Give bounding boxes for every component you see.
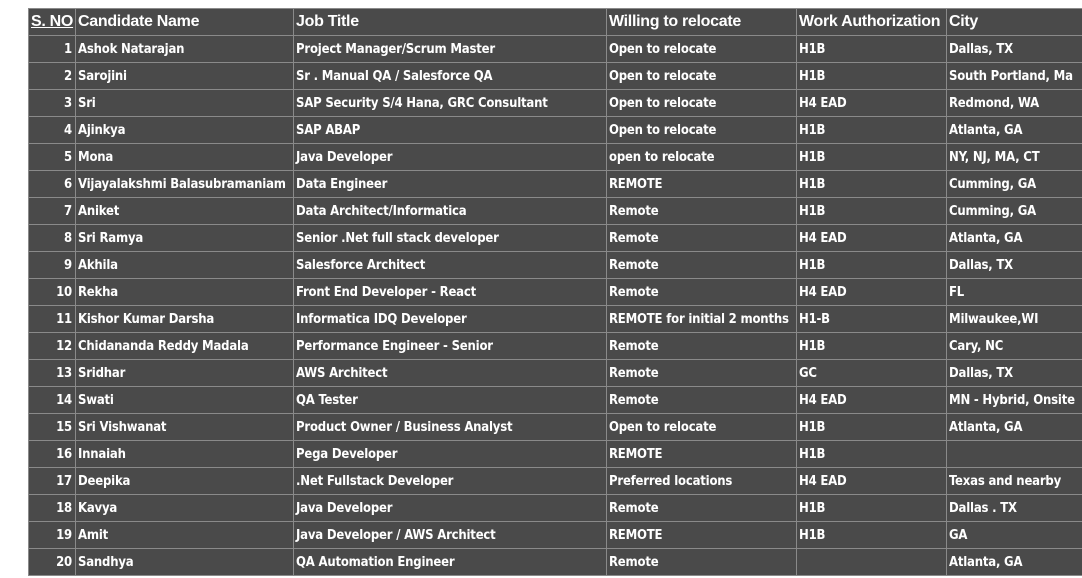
- cell-candidate-name[interactable]: Aniket: [76, 198, 294, 225]
- cell-sno[interactable]: 2: [29, 63, 76, 90]
- cell-job-title[interactable]: Project Manager/Scrum Master: [294, 36, 607, 63]
- table-row: [29, 414, 1082, 441]
- cell-willing-to-relocate[interactable]: Remote: [607, 279, 797, 306]
- cell-sno[interactable]: 9: [29, 252, 76, 279]
- cell-work-authorization[interactable]: H1B: [797, 144, 947, 171]
- table-row: [29, 198, 1082, 225]
- header-sno[interactable]: S. NO: [29, 9, 76, 36]
- table-row: [29, 468, 1082, 495]
- cell-sno[interactable]: 17: [29, 468, 76, 495]
- table-row: [29, 117, 1082, 144]
- table-row: [29, 90, 1082, 117]
- cell-job-title[interactable]: QA Automation Engineer: [294, 549, 607, 576]
- cell-sno[interactable]: 14: [29, 387, 76, 414]
- cell-willing-to-relocate[interactable]: Open to relocate: [607, 414, 797, 441]
- cell-candidate-name[interactable]: Sri Vishwanat: [76, 414, 294, 441]
- table-row: [29, 279, 1082, 306]
- cell-willing-to-relocate[interactable]: Open to relocate: [607, 90, 797, 117]
- cell-work-authorization[interactable]: H1B: [797, 36, 947, 63]
- cell-sno[interactable]: 19: [29, 522, 76, 549]
- cell-candidate-name[interactable]: Innaiah: [76, 441, 294, 468]
- table-row: [29, 225, 1082, 252]
- cell-willing-to-relocate[interactable]: Open to relocate: [607, 36, 797, 63]
- cell-sno[interactable]: 15: [29, 414, 76, 441]
- cell-willing-to-relocate[interactable]: Remote: [607, 198, 797, 225]
- cell-job-title[interactable]: Performance Engineer - Senior: [294, 333, 607, 360]
- cell-willing-to-relocate[interactable]: Remote: [607, 252, 797, 279]
- spreadsheet: [28, 8, 1082, 578]
- cell-sno[interactable]: 3: [29, 90, 76, 117]
- cell-sno[interactable]: 5: [29, 144, 76, 171]
- cell-city[interactable]: South Portland, Ma: [947, 63, 1082, 90]
- cell-work-authorization[interactable]: [797, 549, 947, 576]
- cell-city[interactable]: Atlanta, GA: [947, 225, 1082, 252]
- cell-job-title[interactable]: SAP Security S/4 Hana, GRC Consultant: [294, 90, 607, 117]
- table-row: [29, 306, 1082, 333]
- cell-willing-to-relocate[interactable]: Open to relocate: [607, 63, 797, 90]
- cell-work-authorization[interactable]: H1B: [797, 441, 947, 468]
- cell-sno[interactable]: 11: [29, 306, 76, 333]
- cell-willing-to-relocate[interactable]: Remote: [607, 225, 797, 252]
- table-body: [29, 36, 1082, 576]
- cell-job-title[interactable]: Java Developer: [294, 495, 607, 522]
- table-row: [29, 144, 1082, 171]
- cell-sno[interactable]: 8: [29, 225, 76, 252]
- header-candidate-name[interactable]: Candidate Name: [76, 9, 294, 36]
- cell-sno[interactable]: 10: [29, 279, 76, 306]
- cell-city[interactable]: Redmond, WA: [947, 90, 1082, 117]
- cell-job-title[interactable]: Salesforce Architect: [294, 252, 607, 279]
- cell-city[interactable]: Dallas, TX: [947, 360, 1082, 387]
- cell-sno[interactable]: 6: [29, 171, 76, 198]
- cell-city[interactable]: Cary, NC: [947, 333, 1082, 360]
- cell-candidate-name[interactable]: Sri Ramya: [76, 225, 294, 252]
- table-row: [29, 549, 1082, 576]
- cell-candidate-name[interactable]: Sandhya: [76, 549, 294, 576]
- cell-willing-to-relocate[interactable]: Remote: [607, 360, 797, 387]
- header-row: [29, 9, 1082, 36]
- cell-candidate-name[interactable]: Akhila: [76, 252, 294, 279]
- cell-city[interactable]: Atlanta, GA: [947, 414, 1082, 441]
- table-row: [29, 387, 1082, 414]
- cell-candidate-name[interactable]: Amit: [76, 522, 294, 549]
- cell-work-authorization[interactable]: H1B: [797, 252, 947, 279]
- cell-job-title[interactable]: Data Engineer: [294, 171, 607, 198]
- cell-sno[interactable]: 18: [29, 495, 76, 522]
- cell-city[interactable]: Cumming, GA: [947, 198, 1082, 225]
- cell-work-authorization[interactable]: H1B: [797, 495, 947, 522]
- cell-city[interactable]: MN - Hybrid, Onsite: [947, 387, 1082, 414]
- cell-willing-to-relocate[interactable]: REMOTE: [607, 522, 797, 549]
- cell-work-authorization[interactable]: GC: [797, 360, 947, 387]
- cell-willing-to-relocate[interactable]: REMOTE: [607, 171, 797, 198]
- cell-work-authorization[interactable]: H4 EAD: [797, 279, 947, 306]
- table-row: [29, 360, 1082, 387]
- cell-work-authorization[interactable]: H1-B: [797, 306, 947, 333]
- header-work-authorization[interactable]: Work Authorization: [797, 9, 947, 36]
- cell-candidate-name[interactable]: Vijayalakshmi Balasubramaniam: [76, 171, 294, 198]
- cell-city[interactable]: Dallas, TX: [947, 36, 1082, 63]
- cell-sno[interactable]: 1: [29, 36, 76, 63]
- cell-candidate-name[interactable]: Chidananda Reddy Madala: [76, 333, 294, 360]
- cell-work-authorization[interactable]: H1B: [797, 117, 947, 144]
- cell-candidate-name[interactable]: Mona: [76, 144, 294, 171]
- cell-job-title[interactable]: SAP ABAP: [294, 117, 607, 144]
- cell-willing-to-relocate[interactable]: Open to relocate: [607, 117, 797, 144]
- cell-willing-to-relocate[interactable]: Remote: [607, 333, 797, 360]
- cell-willing-to-relocate[interactable]: REMOTE for initial 2 months: [607, 306, 797, 333]
- cell-city[interactable]: Texas and nearby: [947, 468, 1082, 495]
- cell-work-authorization[interactable]: H4 EAD: [797, 90, 947, 117]
- cell-candidate-name[interactable]: Kishor Kumar Darsha: [76, 306, 294, 333]
- cell-work-authorization[interactable]: H4 EAD: [797, 468, 947, 495]
- cell-willing-to-relocate[interactable]: Remote: [607, 549, 797, 576]
- cell-job-title[interactable]: .Net Fullstack Developer: [294, 468, 607, 495]
- cell-city[interactable]: [947, 441, 1082, 468]
- cell-sno[interactable]: 13: [29, 360, 76, 387]
- table-row: [29, 63, 1082, 90]
- cell-candidate-name[interactable]: Rekha: [76, 279, 294, 306]
- table-row: [29, 36, 1082, 63]
- cell-sno[interactable]: 16: [29, 441, 76, 468]
- cell-sno[interactable]: 7: [29, 198, 76, 225]
- cell-candidate-name[interactable]: Ajinkya: [76, 117, 294, 144]
- cell-city[interactable]: GA: [947, 522, 1082, 549]
- header-job-title[interactable]: Job Title: [294, 9, 607, 36]
- table-row: [29, 522, 1082, 549]
- cell-willing-to-relocate[interactable]: Preferred locations: [607, 468, 797, 495]
- cell-work-authorization[interactable]: H1B: [797, 414, 947, 441]
- table-row: [29, 252, 1082, 279]
- cell-job-title[interactable]: Product Owner / Business Analyst: [294, 414, 607, 441]
- cell-work-authorization[interactable]: H1B: [797, 171, 947, 198]
- cell-job-title[interactable]: AWS Architect: [294, 360, 607, 387]
- cell-city[interactable]: Dallas, TX: [947, 252, 1082, 279]
- cell-work-authorization[interactable]: H1B: [797, 198, 947, 225]
- cell-job-title[interactable]: Java Developer: [294, 144, 607, 171]
- cell-candidate-name[interactable]: Sri: [76, 90, 294, 117]
- cell-job-title[interactable]: Java Developer / AWS Architect: [294, 522, 607, 549]
- cell-candidate-name[interactable]: Kavya: [76, 495, 294, 522]
- cell-sno[interactable]: 20: [29, 549, 76, 576]
- candidate-table: [28, 8, 1082, 576]
- cell-job-title[interactable]: Informatica IDQ Developer: [294, 306, 607, 333]
- cell-work-authorization[interactable]: H1B: [797, 333, 947, 360]
- table-row: [29, 495, 1082, 522]
- cell-candidate-name[interactable]: Sridhar: [76, 360, 294, 387]
- cell-job-title[interactable]: QA Tester: [294, 387, 607, 414]
- cell-job-title[interactable]: Sr . Manual QA / Salesforce QA: [294, 63, 607, 90]
- cell-city[interactable]: Atlanta, GA: [947, 117, 1082, 144]
- cell-work-authorization[interactable]: H4 EAD: [797, 387, 947, 414]
- header-city[interactable]: City: [947, 9, 1082, 36]
- header-willing-to-relocate[interactable]: Willing to relocate: [607, 9, 797, 36]
- cell-job-title[interactable]: Senior .Net full stack developer: [294, 225, 607, 252]
- cell-willing-to-relocate[interactable]: Remote: [607, 495, 797, 522]
- cell-candidate-name[interactable]: Swati: [76, 387, 294, 414]
- cell-work-authorization[interactable]: H1B: [797, 522, 947, 549]
- cell-sno[interactable]: 12: [29, 333, 76, 360]
- table-row: [29, 171, 1082, 198]
- cell-willing-to-relocate[interactable]: Remote: [607, 387, 797, 414]
- table-row: [29, 333, 1082, 360]
- cell-work-authorization[interactable]: H1B: [797, 63, 947, 90]
- cell-willing-to-relocate[interactable]: open to relocate: [607, 144, 797, 171]
- cell-willing-to-relocate[interactable]: REMOTE: [607, 441, 797, 468]
- cell-city[interactable]: Dallas . TX: [947, 495, 1082, 522]
- table-row: [29, 441, 1082, 468]
- cell-job-title[interactable]: Front End Developer - React: [294, 279, 607, 306]
- cell-candidate-name[interactable]: Deepika: [76, 468, 294, 495]
- cell-city[interactable]: FL: [947, 279, 1082, 306]
- cell-city[interactable]: Milwaukee,WI: [947, 306, 1082, 333]
- cell-job-title[interactable]: Data Architect/Informatica: [294, 198, 607, 225]
- cell-work-authorization[interactable]: H4 EAD: [797, 225, 947, 252]
- cell-city[interactable]: NY, NJ, MA, CT: [947, 144, 1082, 171]
- cell-city[interactable]: Cumming, GA: [947, 171, 1082, 198]
- cell-candidate-name[interactable]: Sarojini: [76, 63, 294, 90]
- cell-candidate-name[interactable]: Ashok Natarajan: [76, 36, 294, 63]
- cell-city[interactable]: Atlanta, GA: [947, 549, 1082, 576]
- cell-sno[interactable]: 4: [29, 117, 76, 144]
- cell-job-title[interactable]: Pega Developer: [294, 441, 607, 468]
